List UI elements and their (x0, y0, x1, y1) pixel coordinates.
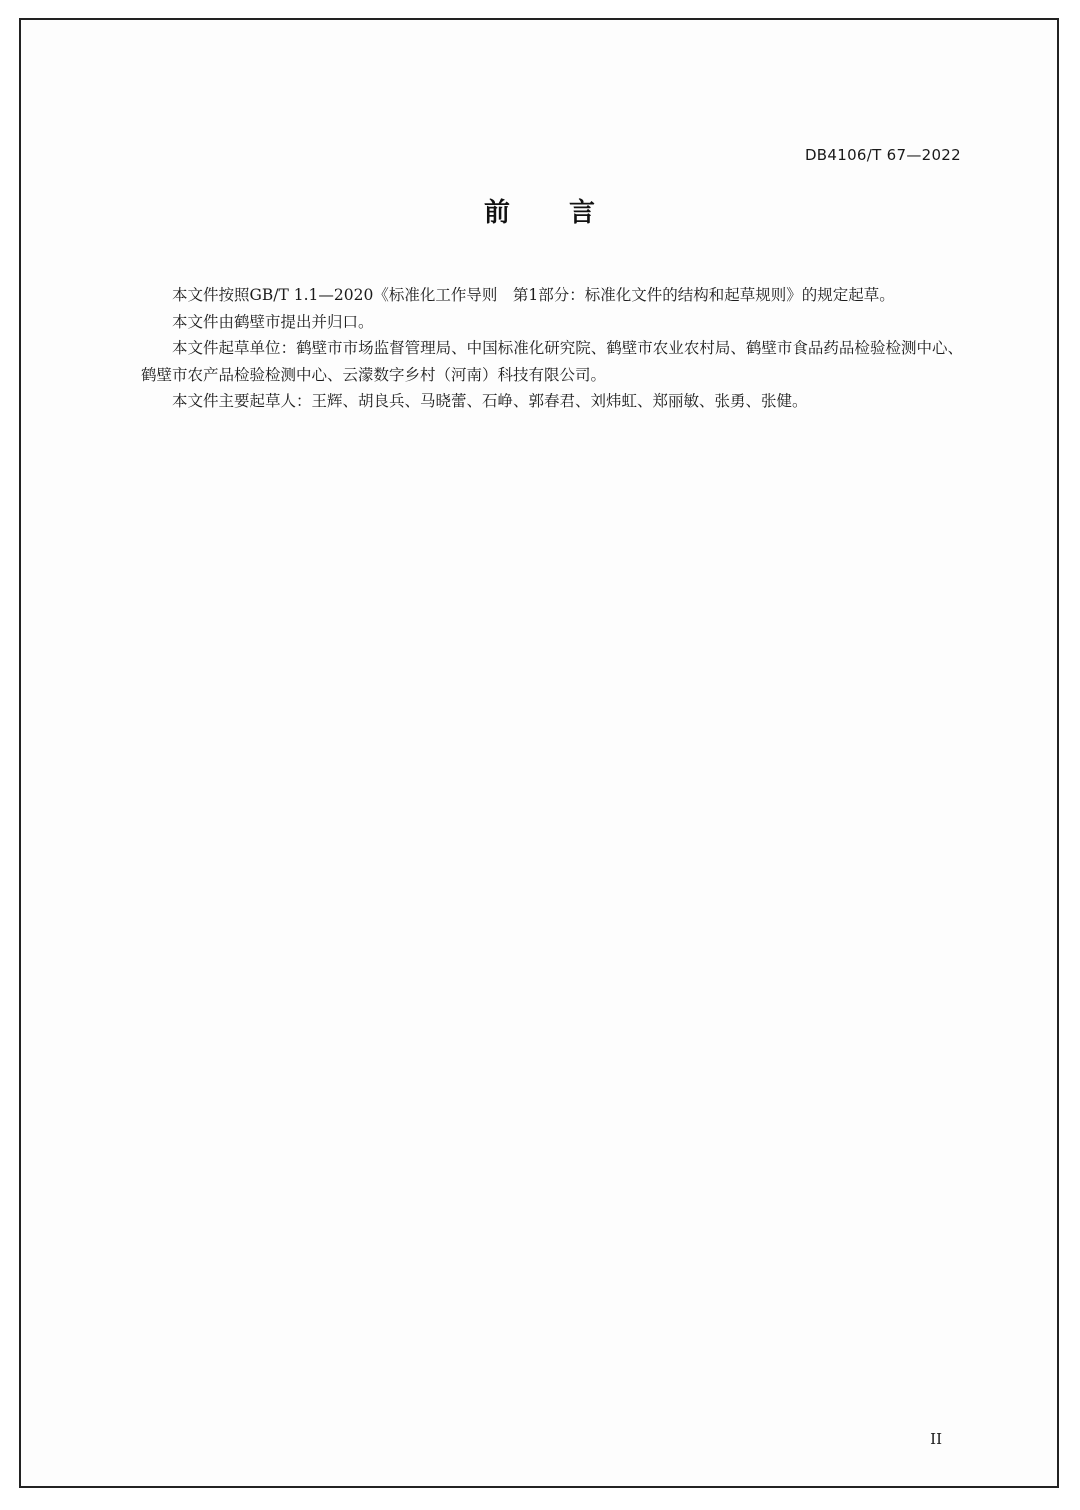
page-title (0, 192, 1080, 229)
page-number: II (930, 1430, 942, 1448)
foreword-body (141, 282, 963, 415)
paragraph-drafting-rules: 本文件按照GB/T 1.1—2020《标准化工作导则 第1部分：标准化文件的结构和起草规则》的规定起草。 (172, 286, 895, 304)
page-frame (19, 18, 1059, 1488)
document-number: DB4106/T 67—2022 (804, 146, 961, 164)
title-char-2: 言 (569, 198, 597, 228)
paragraph-proposer: 本文件由鹤壁市提出并归口。 (172, 312, 374, 331)
paragraph-drafting-units: 本文件起草单位：鹤壁市市场监督管理局、中国标准化研究院、鹤壁市农业农村局、鹤壁市食品药品检验检测中心、鹤壁市农产品检验检测中心、云濛数字乡村（河南）科技有限公司。 (141, 339, 963, 384)
paragraph-drafters: 本文件主要起草人：王辉、胡良兵、马晓蕾、石峥、郭春君、刘炜虹、郑丽敏、张勇、张健。 (172, 392, 808, 410)
title-char-1: 前 (483, 198, 511, 228)
